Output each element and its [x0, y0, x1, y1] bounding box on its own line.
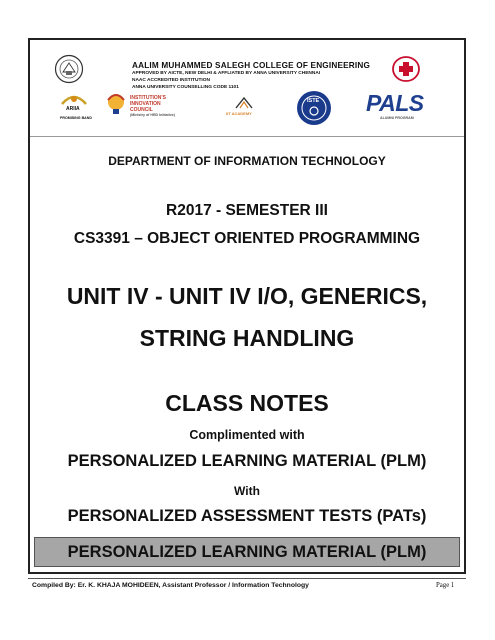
plm-line: PERSONALIZED LEARNING MATERIAL (PLM): [67, 452, 427, 470]
iste-label: ISTE: [307, 98, 320, 104]
ariia-band: PROMISING BAND: [60, 116, 92, 120]
plm-banner-text: PERSONALIZED LEARNING MATERIAL (PLM): [67, 543, 427, 561]
iic-line1: INSTITUTION'S: [130, 95, 166, 101]
iic-line3: COUNCIL: [130, 107, 153, 113]
pals-sub: ALUMNI PROGRAM: [380, 116, 414, 120]
college-seal-logo: [54, 54, 84, 84]
ariia-label: ARIIA: [66, 106, 80, 112]
college-header: [30, 40, 464, 137]
unit-title-line1: UNIT IV - UNIT IV I/O, GENERICS,: [66, 283, 428, 309]
iic-line4: (Ministry of HRD Initiative): [130, 113, 175, 117]
college-name: AALIM MUHAMMED SALEGH COLLEGE OF ENGINEERING: [132, 61, 371, 70]
complimented-with: Complimented with: [189, 428, 305, 442]
pals-logo-text: PALS: [366, 90, 424, 116]
iit-academy-label: IIT ACADEMY: [226, 111, 252, 116]
footer-divider: [28, 578, 466, 579]
iit-academy-logo: [234, 96, 254, 110]
footer-compiled-by: Compiled By: Er. K. KHAJA MOHIDEEN, Assistant Professor / Information Technology: [32, 582, 309, 589]
iic-line2: INNOVATION: [130, 101, 161, 107]
college-counselling: ANNA UNIVERSITY COUNSELLING CODE 1101: [132, 85, 239, 90]
pals-medical-logo: [392, 56, 420, 82]
regulation-semester: R2017 - SEMESTER III: [166, 202, 328, 219]
pat-line: PERSONALIZED ASSESSMENT TESTS (PATs): [67, 507, 427, 525]
college-accreditation: NAAC ACCREDITED INSTITUTION: [132, 78, 210, 83]
department-title: DEPARTMENT OF INFORMATION TECHNOLOGY: [108, 154, 386, 168]
plm-banner: [34, 537, 460, 567]
footer-page-number: Page 1: [436, 582, 455, 589]
unit-title-line2: STRING HANDLING: [139, 325, 355, 351]
with-line: With: [234, 484, 260, 498]
class-notes-heading: CLASS NOTES: [165, 390, 329, 416]
iste-logo: [296, 90, 332, 126]
iic-bulb-icon: [104, 92, 128, 118]
course-title: CS3391 – OBJECT ORIENTED PROGRAMMING: [73, 230, 421, 247]
college-approval: APPROVED BY AICTE, NEW DELHI & AFFLIATED BY ANNA UNIVERSITY CHENNAI: [132, 71, 321, 76]
